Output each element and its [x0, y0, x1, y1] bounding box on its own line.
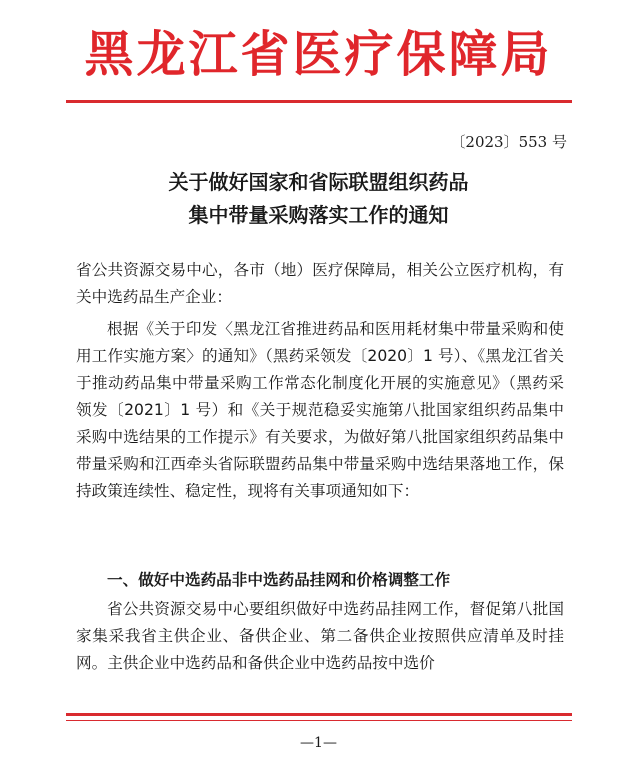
document-title-line-2: 集中带量采购落实工作的通知 [188, 203, 449, 227]
document-number: 〔2023〕553 号 [450, 133, 567, 151]
addressee-block [76, 257, 564, 311]
footer-red-rule-thick [66, 713, 572, 716]
footer-red-rule-thin [66, 720, 572, 721]
header-red-rule [66, 100, 572, 103]
page-number: —1— [300, 735, 337, 751]
document-title-line-1: 关于做好国家和省际联盟组织药品 [168, 170, 469, 194]
issuing-authority-title: 黑龙江省医疗保障局 [84, 25, 553, 83]
section-1-heading: 一、做好中选药品非中选药品挂网和价格调整工作 [107, 571, 451, 589]
section-1-paragraph-text: 省公共资源交易中心要组织做好中选药品挂网工作，督促第八批国家集采我省主供企业、备供企业、第二备供企业按照供应清单及时挂网。主供企业中选药品和备供企业中选药品按中选价 [76, 600, 564, 672]
main-paragraph-text: 根据《关于印发〈黑龙江省推进药品和医用耗材集中带量采购和使用工作实施方案〉的通知》（黑药采领发〔2020〕1 号）、《黑龙江省关于推动药品集中带量采购工作常态化制度化开展的实施意见》（黑药采领发〔2021〕1 号）和《关于规范稳妥实施第八批国家组织药品集中采购中选结果的工作提示》有关要求，为做好第八批国家组织药品集中带量采购和江西牵头省际联盟药品集中带量采购中选结果落地工作，保持政策连续性、稳定性，现将有关事项通知如下： [76, 320, 564, 500]
main-paragraph-block [76, 316, 564, 505]
addressee-text: 省公共资源交易中心，各市（地）医疗保障局，相关公立医疗机构，有关中选药品生产企业： [76, 261, 564, 306]
section-1-paragraph-block [76, 596, 564, 677]
